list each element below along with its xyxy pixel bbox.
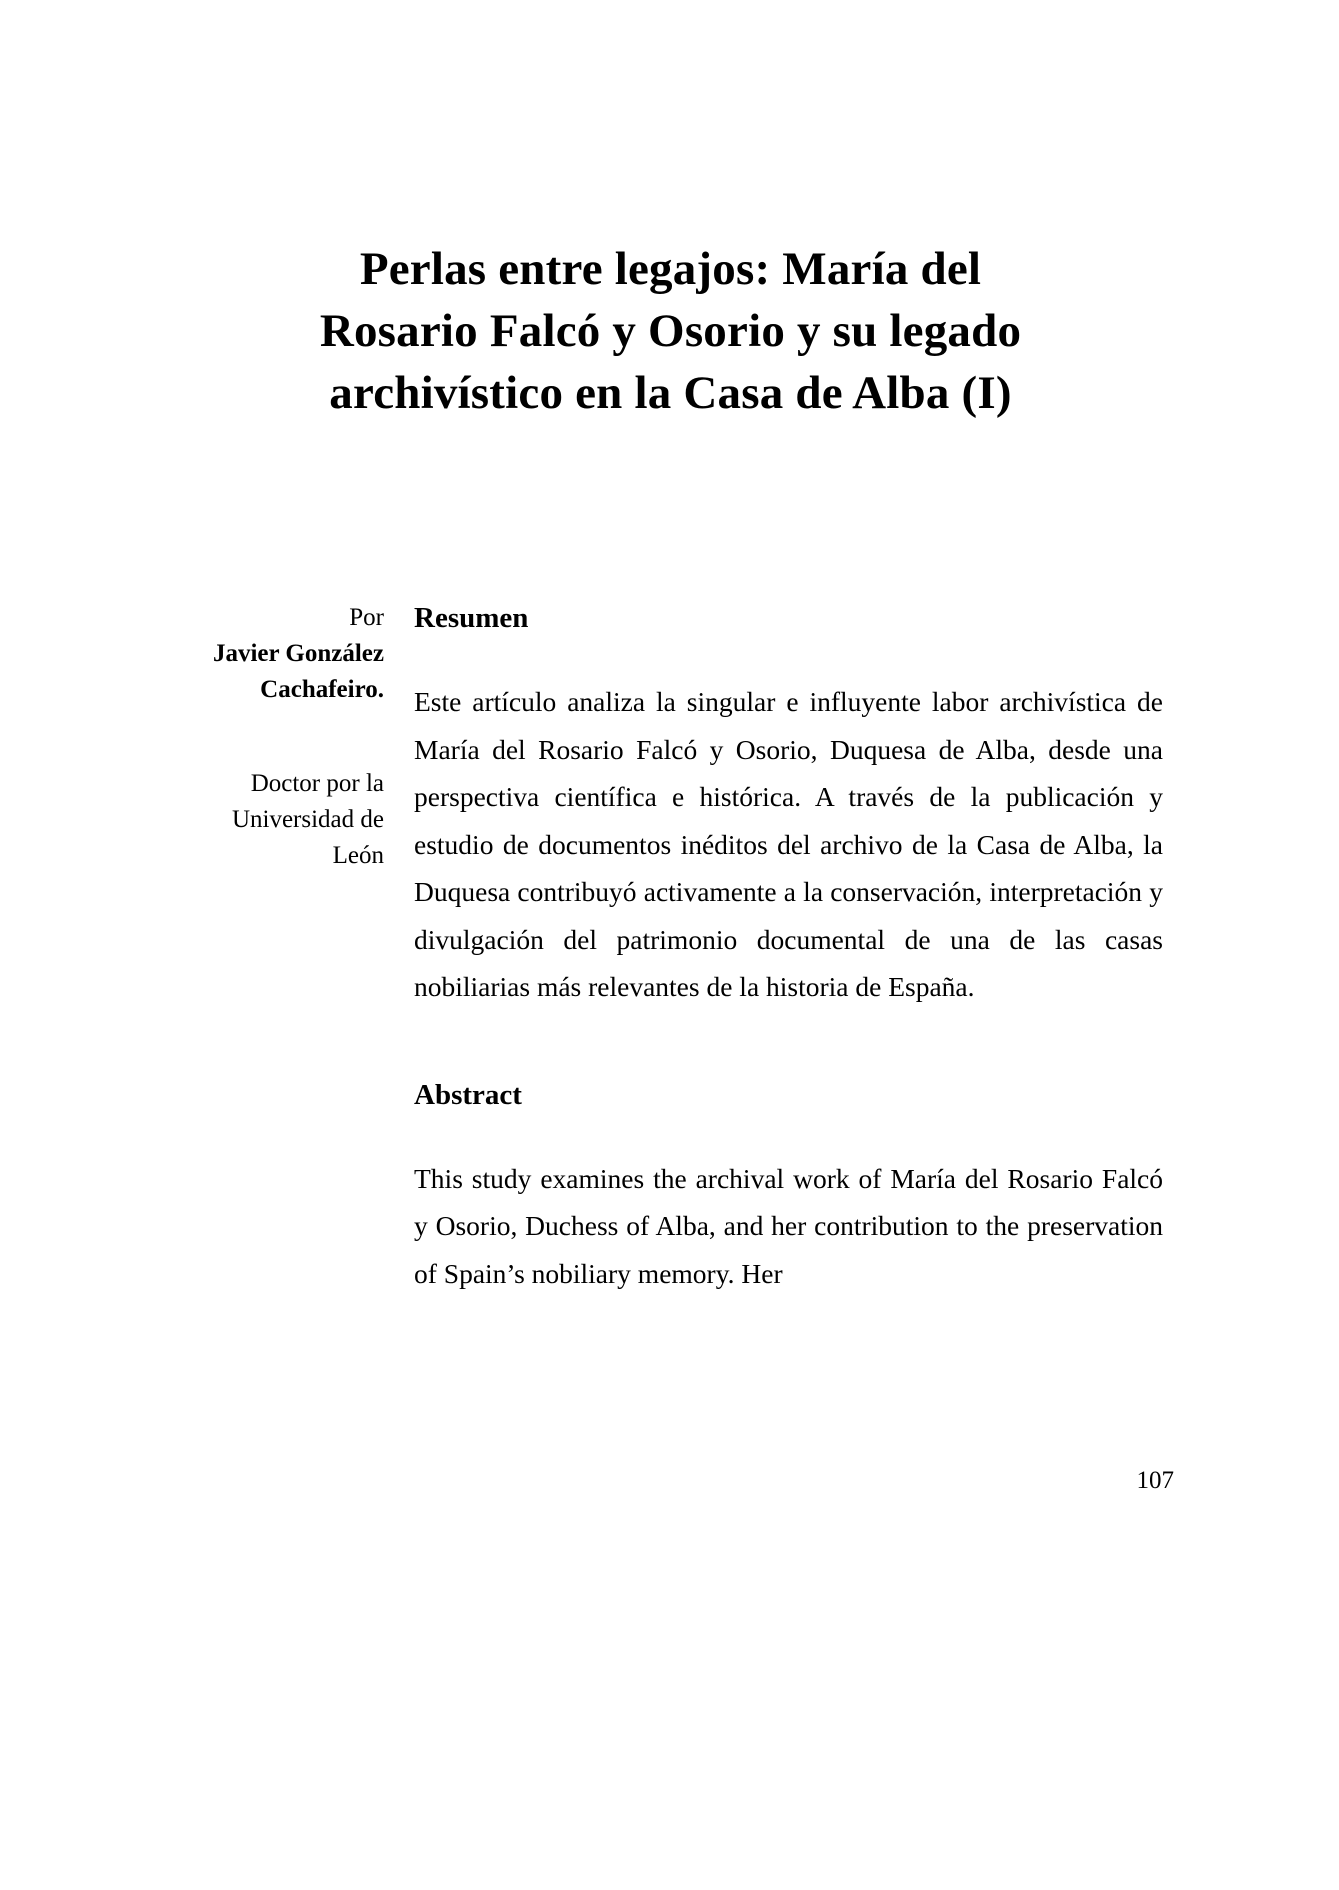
byline-author-name: Javier González Cachafeiro. — [212, 640, 384, 703]
page-title — [178, 238, 1163, 424]
byline-por-label: Por — [349, 604, 384, 631]
article-body — [178, 600, 1163, 1297]
page-number: 107 — [1136, 1467, 1174, 1494]
abstract-paragraph: This study examines the archival work of María del Rosario Falcó y Osorio, Duchess of Alba, and her contribution to the preservation of Spain’s nobiliary memory. Her — [414, 1162, 1163, 1289]
resumen-heading: Resumen — [414, 602, 529, 634]
abstract-heading: Abstract — [414, 1078, 522, 1111]
title-line-1: Perlas entre legajos: María del — [359, 243, 982, 295]
byline-column — [178, 600, 410, 874]
title-line-3: archivístico en la Casa de Alba (I) — [329, 367, 1012, 419]
resumen-paragraph: Este artículo analiza la singular e influyente labor archivística de María del Rosario Falcó y Osorio, Duquesa de Alba, desde una perspectiva científica e histórica. A través de la publicación y estudio de documentos inéditos del archivo de la Casa de Alba, la Duquesa contribuyó activamente a la conservación, interpretación y divulgación del patrimonio documental de una de las casas nobiliarias más relevantes de la historia de España. — [414, 686, 1163, 1002]
title-line-2: Rosario Falcó y Osorio y su legado — [319, 305, 1022, 357]
byline-affiliation: Doctor por la Universidad de León — [231, 770, 384, 869]
summary-column — [410, 600, 1163, 1297]
